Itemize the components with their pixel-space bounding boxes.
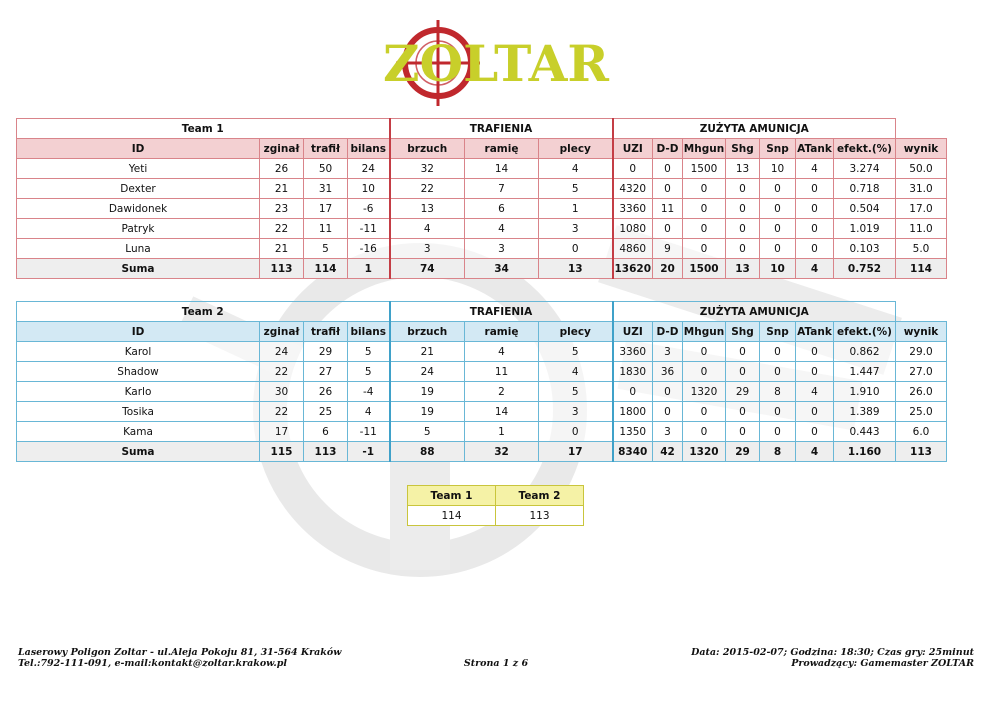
player-row [17, 239, 947, 259]
col-header: wynik [896, 139, 947, 159]
stat-cell: 32 [465, 442, 539, 462]
stat-cell: 113 [304, 442, 348, 462]
player-row [17, 422, 947, 442]
col-header: wynik [896, 322, 947, 342]
col-header: ATank [796, 139, 834, 159]
col-header: Snp [760, 322, 796, 342]
column-headers [17, 322, 947, 342]
stat-cell: 42 [653, 442, 683, 462]
player-row [17, 159, 947, 179]
stat-cell: 0 [726, 199, 760, 219]
stat-cell: 22 [260, 362, 304, 382]
sum-row [17, 442, 947, 462]
stat-cell: 0 [653, 159, 683, 179]
trafienia-header: TRAFIENIA [390, 119, 613, 139]
stat-cell: 74 [390, 259, 465, 279]
stat-cell: 10 [760, 259, 796, 279]
stat-cell: 0 [796, 179, 834, 199]
footer-address-line: Laserowy Poligon Zoltar - ul.Aleja Pokoju 81, 31-564 Kraków [18, 647, 342, 658]
stat-cell: 26 [260, 159, 304, 179]
col-header: ramię [465, 139, 539, 159]
stat-cell: 6 [465, 199, 539, 219]
player-name: Patryk [17, 219, 260, 239]
stat-cell: 113 [896, 442, 947, 462]
logo-text: ZOLTAR [383, 34, 609, 93]
stat-cell: 0.752 [834, 259, 896, 279]
stat-cell: 0 [796, 362, 834, 382]
stat-cell: 0 [760, 402, 796, 422]
player-row [17, 199, 947, 219]
stat-cell: 22 [260, 402, 304, 422]
stat-cell: 0 [653, 179, 683, 199]
stat-cell: 0 [683, 239, 726, 259]
player-name: Dawidonek [17, 199, 260, 219]
stat-cell: 1080 [613, 219, 653, 239]
col-header: plecy [539, 322, 613, 342]
stat-cell: 3360 [613, 342, 653, 362]
stat-cell: 0 [726, 179, 760, 199]
page-number: Strona 1 z 6 [463, 658, 529, 669]
stat-cell: 1.910 [834, 382, 896, 402]
stat-cell: 5 [539, 382, 613, 402]
player-row [17, 382, 947, 402]
score-team1-value: 114 [408, 506, 496, 526]
ammo-header: ZUŻYTA AMUNICJA [613, 119, 896, 139]
stat-cell: 1500 [683, 159, 726, 179]
stat-cell: 0.103 [834, 239, 896, 259]
col-header: Mhgun [683, 139, 726, 159]
stat-cell: 0 [726, 422, 760, 442]
stat-cell: 0 [613, 159, 653, 179]
stat-cell: 3 [653, 342, 683, 362]
stat-cell: 4 [539, 159, 613, 179]
stat-cell: 11 [465, 362, 539, 382]
col-header: efekt.(%) [834, 139, 896, 159]
stat-cell: 0 [796, 342, 834, 362]
stat-cell: 29 [726, 442, 760, 462]
stat-cell: 8 [760, 382, 796, 402]
stat-cell: 0 [796, 422, 834, 442]
stat-cell: 3 [539, 219, 613, 239]
stat-cell: 6 [304, 422, 348, 442]
stat-cell: 1.160 [834, 442, 896, 462]
col-header: bilans [348, 139, 390, 159]
stat-cell: 24 [390, 362, 465, 382]
stat-cell: -4 [348, 382, 390, 402]
stat-cell: 1830 [613, 362, 653, 382]
player-row [17, 179, 947, 199]
col-header: Snp [760, 139, 796, 159]
footer-host-line: Prowadzący: Gamemaster ZOLTAR [791, 658, 974, 669]
stat-cell: 1320 [683, 382, 726, 402]
stat-cell: 1320 [683, 442, 726, 462]
stat-cell: 3 [539, 402, 613, 422]
stat-cell: 113 [260, 259, 304, 279]
team-name: Team 1 [17, 119, 390, 139]
stat-cell: 29 [726, 382, 760, 402]
zoltar-logo [378, 16, 614, 106]
stat-cell: 24 [348, 159, 390, 179]
stat-cell: 0 [760, 199, 796, 219]
player-name: Yeti [17, 159, 260, 179]
stat-cell: 0 [683, 219, 726, 239]
stat-cell: 10 [348, 179, 390, 199]
stat-cell: 4 [348, 402, 390, 422]
stat-cell: 0 [760, 239, 796, 259]
col-header: zginał [260, 139, 304, 159]
stat-cell: 50 [304, 159, 348, 179]
player-name: Karol [17, 342, 260, 362]
stat-cell: 0.718 [834, 179, 896, 199]
col-header: trafił [304, 322, 348, 342]
stat-cell: 13 [726, 259, 760, 279]
stat-cell: 4 [796, 159, 834, 179]
col-header: Shg [726, 322, 760, 342]
stat-cell: 9 [653, 239, 683, 259]
stat-cell: 3 [653, 422, 683, 442]
stat-cell: 13620 [613, 259, 653, 279]
stat-cell: 1.447 [834, 362, 896, 382]
stat-cell: 13 [726, 159, 760, 179]
stat-cell: 29 [304, 342, 348, 362]
stat-cell: 17 [260, 422, 304, 442]
stat-cell: 25 [304, 402, 348, 422]
stat-cell: 3 [390, 239, 465, 259]
stat-cell: 5 [348, 362, 390, 382]
team1-rows [17, 159, 947, 259]
stat-cell: 0 [796, 402, 834, 422]
col-header: trafił [304, 139, 348, 159]
stat-cell: 23 [260, 199, 304, 219]
stat-cell: 0 [796, 199, 834, 219]
stat-cell: 4 [796, 382, 834, 402]
stat-cell: 0 [726, 402, 760, 422]
stat-cell: 1500 [683, 259, 726, 279]
stat-cell: 1 [465, 422, 539, 442]
stat-cell: 0 [683, 199, 726, 219]
stat-cell: -16 [348, 239, 390, 259]
stat-cell: 3 [465, 239, 539, 259]
player-name: Suma [17, 259, 260, 279]
stat-cell: 7 [465, 179, 539, 199]
score-table [407, 485, 584, 526]
stat-cell: 25.0 [896, 402, 947, 422]
stat-cell: 19 [390, 382, 465, 402]
stat-cell: 4 [796, 259, 834, 279]
col-header: D-D [653, 322, 683, 342]
footer-contact-line: Tel.:792-111-091, e-mail:kontakt@zoltar.krakow.pl [18, 658, 287, 669]
stat-cell: 0 [683, 342, 726, 362]
stat-cell: 5 [348, 342, 390, 362]
stat-cell: 0 [653, 402, 683, 422]
stat-cell: 50.0 [896, 159, 947, 179]
stat-cell: 1 [539, 199, 613, 219]
score-team1-label: Team 1 [408, 486, 496, 506]
stat-cell: 4860 [613, 239, 653, 259]
player-row [17, 219, 947, 239]
stat-cell: 31.0 [896, 179, 947, 199]
stat-cell: 1.019 [834, 219, 896, 239]
stat-cell: 22 [260, 219, 304, 239]
col-header: UZI [613, 139, 653, 159]
stat-cell: 1800 [613, 402, 653, 422]
stat-cell: 8 [760, 442, 796, 462]
stat-cell: 34 [465, 259, 539, 279]
stat-cell: 10 [760, 159, 796, 179]
stat-cell: 114 [304, 259, 348, 279]
stat-cell: 0.504 [834, 199, 896, 219]
col-header: efekt.(%) [834, 322, 896, 342]
col-header: Mhgun [683, 322, 726, 342]
col-header: Shg [726, 139, 760, 159]
stat-cell: 0 [726, 362, 760, 382]
stat-cell: 0 [683, 402, 726, 422]
team-name: Team 2 [17, 302, 390, 322]
stat-cell: -1 [348, 442, 390, 462]
col-header: ramię [465, 322, 539, 342]
stat-cell: 5 [539, 342, 613, 362]
stat-cell: 0 [796, 219, 834, 239]
col-header: D-D [653, 139, 683, 159]
stat-cell: 17 [304, 199, 348, 219]
stat-cell: 0 [760, 179, 796, 199]
column-headers [17, 139, 947, 159]
stat-cell: 4 [390, 219, 465, 239]
stat-cell: 17.0 [896, 199, 947, 219]
stat-cell: 21 [390, 342, 465, 362]
stat-cell: 2 [465, 382, 539, 402]
stat-cell: 0 [539, 422, 613, 442]
trafienia-header: TRAFIENIA [390, 302, 613, 322]
stat-cell: 4 [539, 362, 613, 382]
stat-cell: 29.0 [896, 342, 947, 362]
stat-cell: 1.389 [834, 402, 896, 422]
col-header: ID [17, 322, 260, 342]
stat-cell: 5 [539, 179, 613, 199]
col-header: UZI [613, 322, 653, 342]
player-name: Dexter [17, 179, 260, 199]
col-header: ID [17, 139, 260, 159]
stat-cell: 4 [465, 219, 539, 239]
stat-cell: 1350 [613, 422, 653, 442]
stat-cell: -6 [348, 199, 390, 219]
stat-cell: 26 [304, 382, 348, 402]
stat-cell: 0.862 [834, 342, 896, 362]
stat-cell: 31 [304, 179, 348, 199]
stat-cell: -11 [348, 422, 390, 442]
stat-cell: 5 [390, 422, 465, 442]
stat-cell: 27 [304, 362, 348, 382]
stat-cell: 4 [796, 442, 834, 462]
stat-cell: 114 [896, 259, 947, 279]
stat-cell: 0 [683, 179, 726, 199]
player-row [17, 402, 947, 422]
player-row [17, 342, 947, 362]
footer-date-line: Data: 2015-02-07; Godzina: 18:30; Czas gry: 25minut [691, 647, 974, 658]
stat-cell: 0 [613, 382, 653, 402]
team1-table [16, 118, 947, 279]
stat-cell: 5 [304, 239, 348, 259]
sum-row [17, 259, 947, 279]
stat-cell: 14 [465, 159, 539, 179]
stat-cell: 11.0 [896, 219, 947, 239]
stat-cell: 27.0 [896, 362, 947, 382]
stat-cell: 6.0 [896, 422, 947, 442]
stat-cell: 0 [683, 362, 726, 382]
stat-cell: 22 [390, 179, 465, 199]
stat-cell: 17 [539, 442, 613, 462]
stat-cell: 0 [653, 382, 683, 402]
stat-cell: 115 [260, 442, 304, 462]
stat-cell: 88 [390, 442, 465, 462]
col-header: bilans [348, 322, 390, 342]
stat-cell: 0.443 [834, 422, 896, 442]
stat-cell: 0 [760, 362, 796, 382]
stat-cell: 32 [390, 159, 465, 179]
player-row [17, 362, 947, 382]
team2-rows [17, 342, 947, 442]
stat-cell: 0 [760, 342, 796, 362]
player-name: Kama [17, 422, 260, 442]
col-header: ATank [796, 322, 834, 342]
stat-cell: 11 [653, 199, 683, 219]
score-team2-value: 113 [496, 506, 584, 526]
col-header: brzuch [390, 322, 465, 342]
col-header: zginał [260, 322, 304, 342]
stat-cell: -11 [348, 219, 390, 239]
stat-cell: 0 [726, 219, 760, 239]
stat-cell: 4320 [613, 179, 653, 199]
stat-cell: 5.0 [896, 239, 947, 259]
stat-cell: 0 [539, 239, 613, 259]
stat-cell: 26.0 [896, 382, 947, 402]
stat-cell: 4 [465, 342, 539, 362]
player-name: Karlo [17, 382, 260, 402]
player-name: Suma [17, 442, 260, 462]
stat-cell: 14 [465, 402, 539, 422]
score-team2-label: Team 2 [496, 486, 584, 506]
footer-game-info [691, 647, 974, 669]
col-header: brzuch [390, 139, 465, 159]
stat-cell: 1 [348, 259, 390, 279]
stat-cell: 36 [653, 362, 683, 382]
ammo-header: ZUŻYTA AMUNICJA [613, 302, 896, 322]
stat-cell: 21 [260, 179, 304, 199]
stat-cell: 24 [260, 342, 304, 362]
stat-cell: 21 [260, 239, 304, 259]
stat-cell: 0 [726, 342, 760, 362]
col-header: plecy [539, 139, 613, 159]
stat-cell: 0 [726, 239, 760, 259]
stat-cell: 3.274 [834, 159, 896, 179]
player-name: Luna [17, 239, 260, 259]
stat-cell: 0 [683, 422, 726, 442]
stat-cell: 13 [539, 259, 613, 279]
stat-cell: 11 [304, 219, 348, 239]
stat-cell: 0 [760, 219, 796, 239]
stat-cell: 0 [653, 219, 683, 239]
team2-table [16, 301, 947, 462]
stat-cell: 0 [760, 422, 796, 442]
stat-cell: 13 [390, 199, 465, 219]
stat-cell: 20 [653, 259, 683, 279]
stat-cell: 8340 [613, 442, 653, 462]
stat-cell: 19 [390, 402, 465, 422]
stat-cell: 3360 [613, 199, 653, 219]
stat-cell: 30 [260, 382, 304, 402]
stat-cell: 0 [796, 239, 834, 259]
player-name: Shadow [17, 362, 260, 382]
player-name: Tosika [17, 402, 260, 422]
